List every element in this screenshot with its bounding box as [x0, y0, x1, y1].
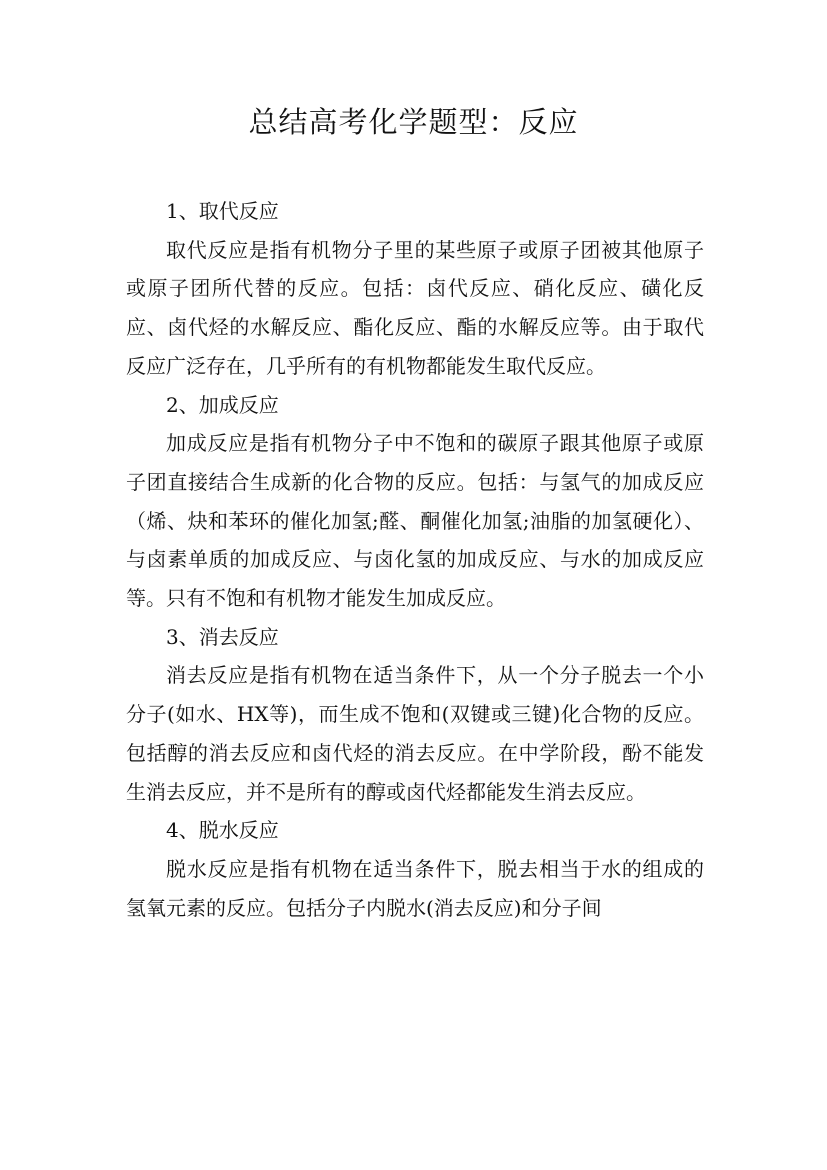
section-paragraph-addition: 加成反应是指有机物分子中不饱和的碳原子跟其他原子或原子团直接结合生成新的化合物的反应。包括：与氢气的加成反应（烯、炔和苯环的催化加氢;醛、酮催化加氢;油脂的加氢硬化）、与卤素单质的加成反应、与卤化氢的加成反应、与水的加成反应等。只有不饱和有机物才能发生加成反应。 [126, 431, 704, 611]
section-heading-substitution: 1、取代反应 [166, 199, 279, 223]
section-paragraph-substitution: 取代反应是指有机物分子里的某些原子或原子团被其他原子或原子团所代替的反应。包括：卤代反应、硝化反应、磺化反应、卤代烃的水解反应、酯化反应、酯的水解反应等。由于取代反应广泛存在，几乎所有的有机物都能发生取代反应。 [126, 237, 704, 378]
document-title: 总结高考化学题型：反应 [248, 105, 579, 139]
section-heading-dehydration: 4、脱水反应 [166, 818, 279, 843]
section-paragraph-elimination: 消去反应是指有机物在适当条件下，从一个分子脱去一个小分子(如水、HX等)，而生成不饱和(双键或三键)化合物的反应。包括醇的消去反应和卤代烃的消去反应。在中学阶段，酚不能发生消去反应，并不是所有的醇或卤代烃都能发生消去反应。 [126, 663, 704, 804]
section-heading-addition: 2、加成反应 [166, 392, 279, 417]
section-paragraph-dehydration: 脱水反应是指有机物在适当条件下，脱去相当于水的组成的氢氧元素的反应。包括分子内脱水(消去反应)和分子间 [126, 856, 704, 920]
document-body [126, 192, 704, 927]
section-heading-elimination: 3、消去反应 [166, 624, 279, 649]
